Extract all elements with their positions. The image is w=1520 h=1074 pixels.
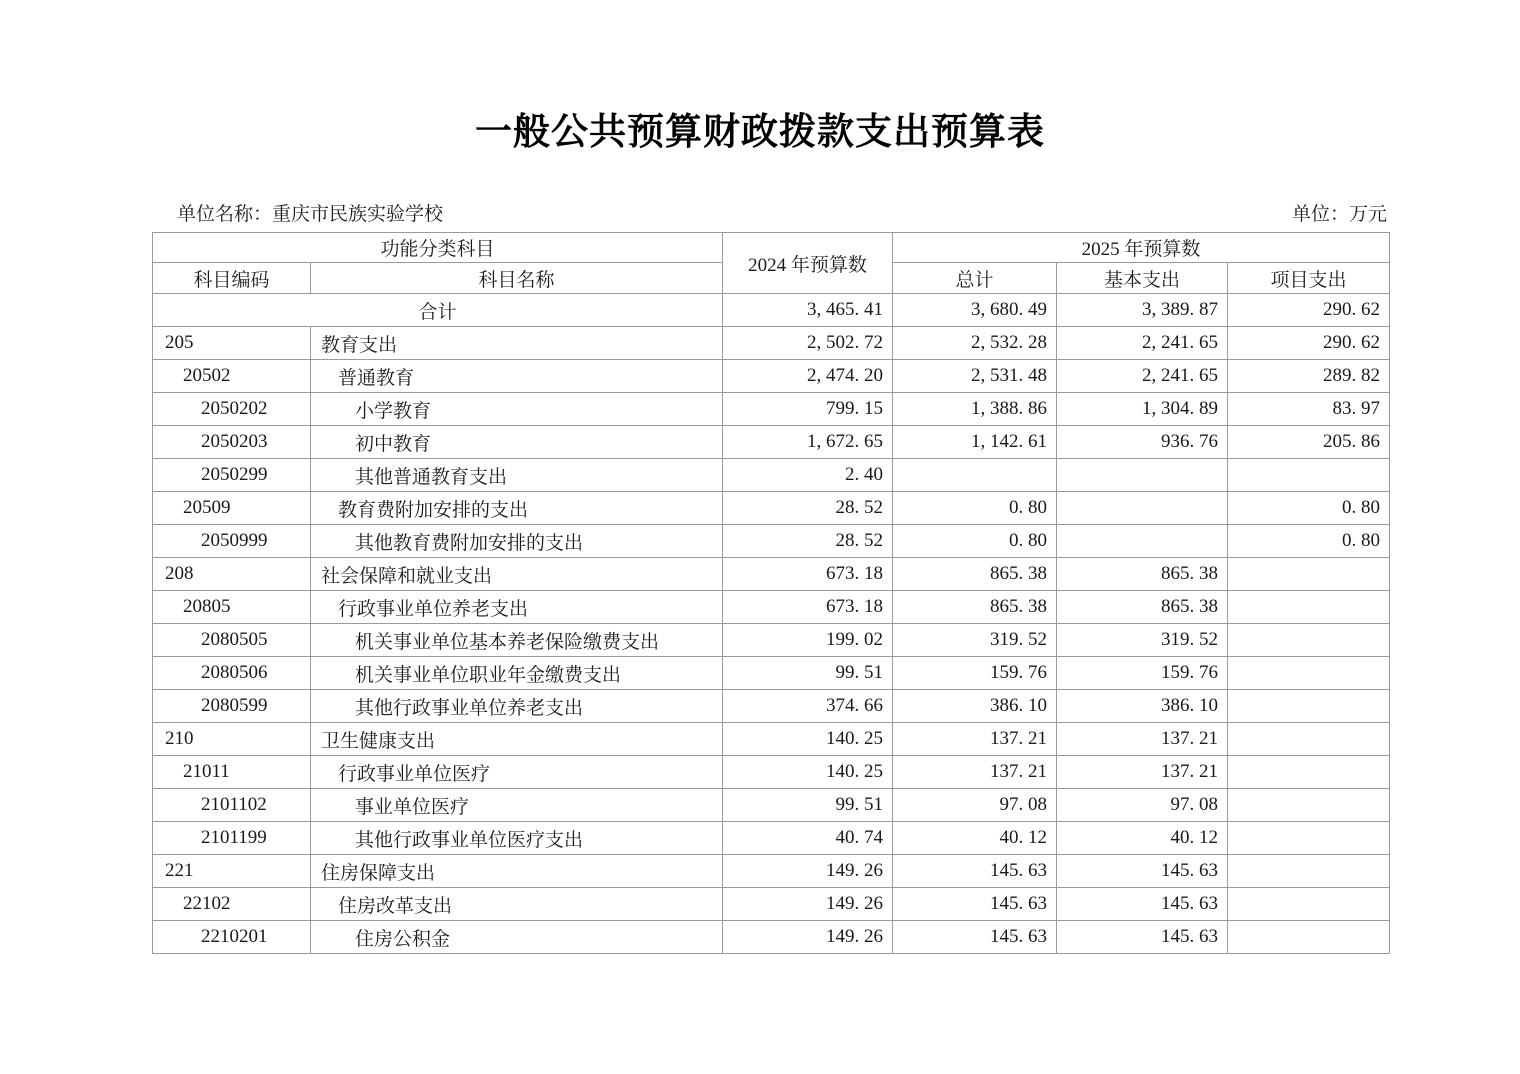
budget-2024-cell: 3, 465. 41 [723,294,893,327]
subject-name-cell: 其他行政事业单位医疗支出 [311,822,723,855]
budget-2025-total-cell: 159. 76 [893,657,1057,690]
budget-2025-total-cell: 1, 142. 61 [893,426,1057,459]
table-row [153,426,1390,459]
subject-name-cell: 普通教育 [311,360,723,393]
budget-2025-project-cell [1228,789,1390,822]
budget-2025-project-cell [1228,690,1390,723]
budget-2024-cell: 28. 52 [723,492,893,525]
budget-2024-cell: 99. 51 [723,657,893,690]
budget-2025-project-cell [1228,591,1390,624]
subject-code-cell: 2050999 [153,525,311,558]
subject-code-cell: 205 [153,327,311,360]
budget-2025-project-cell [1228,657,1390,690]
subject-code-cell: 2050202 [153,393,311,426]
table-row [153,690,1390,723]
budget-2025-basic-cell: 386. 10 [1057,690,1228,723]
budget-2025-basic-cell: 319. 52 [1057,624,1228,657]
table-row [153,393,1390,426]
subject-name-cell: 卫生健康支出 [311,723,723,756]
budget-2025-total-cell: 145. 63 [893,921,1057,954]
subject-code-cell: 20805 [153,591,311,624]
budget-2025-project-cell: 290. 62 [1228,294,1390,327]
subject-name-cell: 住房公积金 [311,921,723,954]
budget-2025-project-cell: 289. 82 [1228,360,1390,393]
budget-2024-cell: 149. 26 [723,855,893,888]
subject-name-cell: 其他行政事业单位养老支出 [311,690,723,723]
budget-2024-cell: 149. 26 [723,888,893,921]
budget-2025-basic-cell: 3, 389. 87 [1057,294,1228,327]
table-row [153,525,1390,558]
budget-2025-total-cell: 145. 63 [893,855,1057,888]
budget-2025-basic-cell: 40. 12 [1057,822,1228,855]
table-row [153,624,1390,657]
subject-code-cell: 221 [153,855,311,888]
budget-2024-cell: 140. 25 [723,756,893,789]
budget-2024-cell: 28. 52 [723,525,893,558]
subject-name-cell: 教育费附加安排的支出 [311,492,723,525]
table-row [153,459,1390,492]
subject-code-cell: 210 [153,723,311,756]
header-2025-budget: 2025 年预算数 [893,233,1390,263]
subject-name-cell: 住房保障支出 [311,855,723,888]
budget-2025-basic-cell [1057,492,1228,525]
budget-2025-total-cell [893,459,1057,492]
budget-2024-cell: 2, 474. 20 [723,360,893,393]
budget-2025-basic-cell: 137. 21 [1057,723,1228,756]
subject-name-cell: 行政事业单位养老支出 [311,591,723,624]
budget-2025-total-cell: 319. 52 [893,624,1057,657]
budget-2025-basic-cell: 936. 76 [1057,426,1228,459]
budget-2025-project-cell: 83. 97 [1228,393,1390,426]
page-title: 一般公共预算财政拨款支出预算表 [475,111,1045,152]
meta-row [152,199,1389,226]
budget-2024-cell: 2, 502. 72 [723,327,893,360]
subject-code-cell: 2050203 [153,426,311,459]
budget-2024-cell: 40. 74 [723,822,893,855]
budget-2025-project-cell [1228,558,1390,591]
subject-name-cell: 事业单位医疗 [311,789,723,822]
budget-2024-cell: 673. 18 [723,591,893,624]
subject-name-cell: 初中教育 [311,426,723,459]
budget-2025-basic-cell: 137. 21 [1057,756,1228,789]
budget-2024-cell: 149. 26 [723,921,893,954]
table-row [153,888,1390,921]
budget-2024-cell: 140. 25 [723,723,893,756]
budget-2025-basic-cell [1057,459,1228,492]
header-subject-name: 科目名称 [311,263,723,294]
budget-2024-cell: 99. 51 [723,789,893,822]
budget-2025-total-cell: 1, 388. 86 [893,393,1057,426]
budget-2025-basic-cell: 145. 63 [1057,921,1228,954]
subject-code-cell: 22102 [153,888,311,921]
budget-2025-project-cell [1228,459,1390,492]
budget-2024-cell: 374. 66 [723,690,893,723]
table-row [153,360,1390,393]
budget-2025-project-cell [1228,822,1390,855]
table-body [153,294,1390,954]
table-row [153,657,1390,690]
budget-2025-basic-cell: 97. 08 [1057,789,1228,822]
subject-code-cell: 2080599 [153,690,311,723]
subject-code-cell: 21011 [153,756,311,789]
budget-2025-project-cell [1228,921,1390,954]
budget-2024-cell: 1, 672. 65 [723,426,893,459]
budget-2025-total-cell: 865. 38 [893,591,1057,624]
subject-code-cell: 208 [153,558,311,591]
budget-2025-total-cell: 137. 21 [893,723,1057,756]
budget-2025-basic-cell: 1, 304. 89 [1057,393,1228,426]
budget-2024-cell: 673. 18 [723,558,893,591]
subject-code-cell: 2080505 [153,624,311,657]
subject-code-cell: 2101199 [153,822,311,855]
budget-2025-project-cell [1228,624,1390,657]
budget-2025-project-cell: 0. 80 [1228,525,1390,558]
table-row [153,756,1390,789]
budget-2025-total-cell: 3, 680. 49 [893,294,1057,327]
budget-2025-total-cell: 97. 08 [893,789,1057,822]
budget-2025-basic-cell: 159. 76 [1057,657,1228,690]
budget-2025-basic-cell: 145. 63 [1057,888,1228,921]
budget-2025-total-cell: 2, 531. 48 [893,360,1057,393]
subject-code-cell: 2080506 [153,657,311,690]
budget-2025-basic-cell: 865. 38 [1057,558,1228,591]
table-row [153,591,1390,624]
budget-2025-total-cell: 137. 21 [893,756,1057,789]
budget-2025-total-cell: 386. 10 [893,690,1057,723]
header-basic-expenditure: 基本支出 [1057,263,1228,294]
budget-2025-total-cell: 2, 532. 28 [893,327,1057,360]
table-row [153,294,1390,327]
budget-2025-basic-cell: 2, 241. 65 [1057,327,1228,360]
subject-name-cell: 机关事业单位职业年金缴费支出 [311,657,723,690]
budget-table [152,232,1390,954]
budget-2025-project-cell: 290. 62 [1228,327,1390,360]
subject-name-cell: 其他教育费附加安排的支出 [311,525,723,558]
budget-2025-basic-cell: 865. 38 [1057,591,1228,624]
subject-code-cell: 20502 [153,360,311,393]
subject-name-cell: 社会保障和就业支出 [311,558,723,591]
unit-measure-label: 单位：万元 [1291,204,1387,225]
subject-name-cell: 住房改革支出 [311,888,723,921]
subject-name-cell: 机关事业单位基本养老保险缴费支出 [311,624,723,657]
budget-2024-cell: 199. 02 [723,624,893,657]
budget-2025-total-cell: 0. 80 [893,525,1057,558]
budget-2025-total-cell: 865. 38 [893,558,1057,591]
table-row [153,921,1390,954]
subject-name-cell: 其他普通教育支出 [311,459,723,492]
subject-name-cell: 行政事业单位医疗 [311,756,723,789]
header-2024-budget: 2024 年预算数 [723,233,893,294]
budget-2025-total-cell: 0. 80 [893,492,1057,525]
budget-2025-project-cell: 0. 80 [1228,492,1390,525]
budget-2025-project-cell [1228,756,1390,789]
table-row [153,558,1390,591]
table-row [153,822,1390,855]
budget-2025-total-cell: 40. 12 [893,822,1057,855]
table-row [153,492,1390,525]
budget-2025-total-cell: 145. 63 [893,888,1057,921]
header-subject-code: 科目编码 [153,263,311,294]
budget-2025-project-cell [1228,855,1390,888]
subject-code-cell: 2101102 [153,789,311,822]
budget-2025-basic-cell: 2, 241. 65 [1057,360,1228,393]
subject-code-cell: 2050299 [153,459,311,492]
budget-2024-cell: 799. 15 [723,393,893,426]
unit-name-label: 单位名称：重庆市民族实验学校 [177,204,444,225]
table-header [153,233,1390,294]
table-row [153,723,1390,756]
header-project-expenditure: 项目支出 [1228,263,1390,294]
subject-total-cell: 合计 [153,294,723,327]
budget-2025-project-cell [1228,888,1390,921]
budget-2025-basic-cell: 145. 63 [1057,855,1228,888]
subject-name-cell: 小学教育 [311,393,723,426]
header-total: 总计 [893,263,1057,294]
subject-name-cell: 教育支出 [311,327,723,360]
budget-2024-cell: 2. 40 [723,459,893,492]
budget-2025-project-cell: 205. 86 [1228,426,1390,459]
budget-2025-basic-cell [1057,525,1228,558]
budget-2025-project-cell [1228,723,1390,756]
header-func-group: 功能分类科目 [153,233,723,263]
subject-code-cell: 20509 [153,492,311,525]
table-row [153,327,1390,360]
table-row [153,789,1390,822]
table-row [153,855,1390,888]
subject-code-cell: 2210201 [153,921,311,954]
